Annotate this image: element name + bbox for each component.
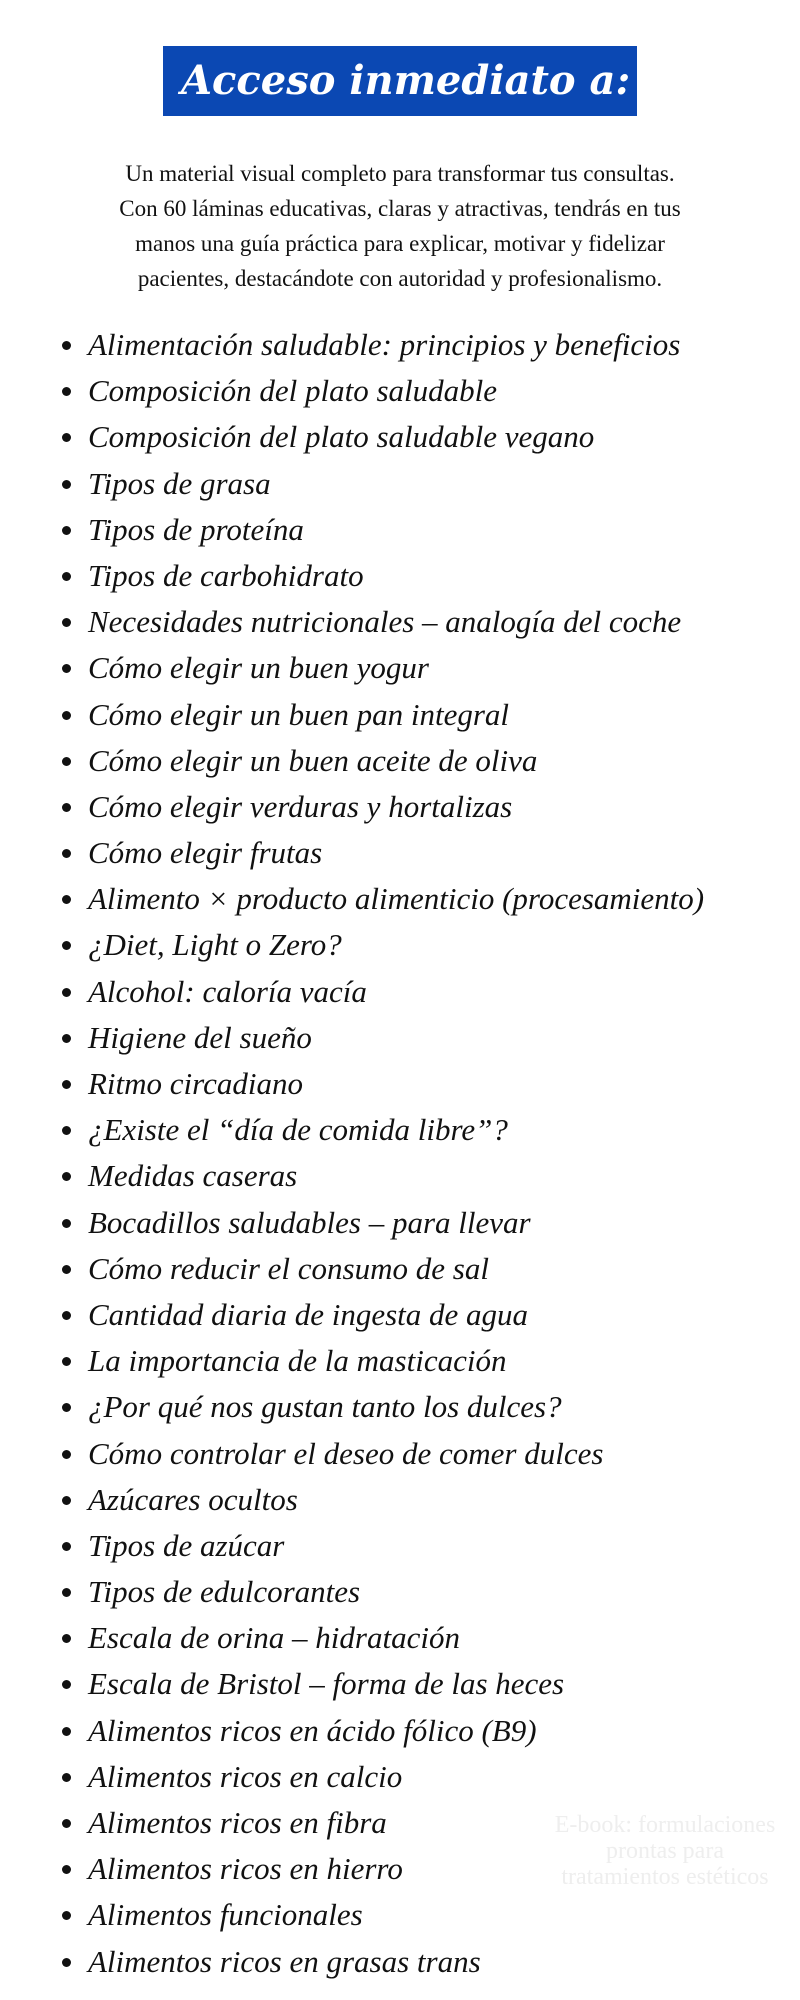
list-item-text: Cómo elegir verduras y hortalizas	[88, 788, 513, 824]
list-item	[56, 507, 704, 553]
list-item-text: Alimentos ricos en ácido fólico (B9)	[88, 1712, 537, 1748]
list-item	[56, 368, 704, 414]
list-item-text: Alimentos ricos en calcio	[88, 1758, 403, 1794]
list-item-text: Necesidades nutricionales – analogía del coche	[88, 604, 682, 640]
list-item	[56, 1292, 704, 1338]
list-item-text: Tipos de azúcar	[88, 1527, 285, 1563]
topic-list	[56, 322, 704, 1985]
list-item	[56, 1569, 704, 1615]
bullet-icon	[62, 1357, 71, 1366]
list-item	[56, 553, 704, 599]
list-item-text: Composición del plato saludable vegano	[88, 419, 595, 455]
list-item-text: Tipos de proteína	[88, 511, 304, 547]
watermark-line: tratamientos estéticos	[561, 1864, 769, 1890]
list-item-text: Cantidad diaria de ingesta de agua	[88, 1296, 529, 1332]
list-item-text: Higiene del sueño	[88, 1019, 312, 1055]
list-item	[56, 1246, 704, 1292]
bullet-icon	[62, 1265, 71, 1274]
intro-line: Con 60 láminas educativas, claras y atractivas, tendrás en tus	[119, 196, 681, 221]
bullet-icon	[62, 1680, 71, 1689]
bullet-icon	[62, 433, 71, 442]
watermark-line: E-book: formulaciones	[554, 1812, 776, 1838]
list-item	[56, 599, 704, 645]
list-item	[56, 830, 704, 876]
list-item	[56, 1615, 704, 1661]
bullet-icon	[62, 572, 71, 581]
list-item-text: Alimentos funcionales	[88, 1897, 363, 1933]
list-item-text: Alimento × producto alimenticio (procesamiento)	[88, 881, 705, 917]
bullet-icon	[62, 1542, 71, 1551]
title-banner	[0, 46, 800, 116]
list-item	[56, 1107, 704, 1153]
list-item	[56, 1153, 704, 1199]
list-item-text: Alcohol: caloría vacía	[88, 973, 367, 1009]
bullet-icon	[62, 1219, 71, 1228]
list-item-text: Alimentos ricos en hierro	[88, 1851, 403, 1887]
list-item	[56, 461, 704, 507]
intro-line: pacientes, destacándote con autoridad y profesionalismo.	[137, 266, 663, 291]
bullet-icon	[62, 711, 71, 720]
bullet-icon	[62, 941, 71, 950]
list-item-text: Tipos de carbohidrato	[88, 557, 364, 593]
list-item-text: Cómo elegir un buen aceite de oliva	[88, 742, 538, 778]
bullet-icon	[62, 1450, 71, 1459]
list-item-text: Medidas caseras	[88, 1158, 298, 1194]
list-item	[56, 1523, 704, 1569]
list-item	[56, 784, 704, 830]
list-item-text: Cómo controlar el deseo de comer dulces	[88, 1435, 604, 1471]
list-item-text: Cómo elegir un buen pan integral	[88, 696, 510, 732]
list-item-text: Bocadillos saludables – para llevar	[88, 1204, 531, 1240]
list-item	[56, 876, 704, 922]
list-item-text: ¿Por qué nos gustan tanto los dulces?	[88, 1389, 562, 1425]
list-item	[56, 322, 704, 368]
list-item	[56, 1431, 704, 1477]
list-item	[56, 645, 704, 691]
page-title: Acceso inmediato a:	[163, 46, 637, 116]
list-item	[56, 414, 704, 460]
list-item	[56, 1892, 704, 1938]
list-item-text: Ritmo circadiano	[88, 1066, 303, 1101]
list-item	[56, 692, 704, 738]
bullet-icon	[62, 618, 71, 627]
list-item-text: Tipos de edulcorantes	[88, 1574, 361, 1610]
bullet-icon	[62, 1634, 71, 1643]
bullet-icon	[62, 1311, 71, 1320]
list-item-text: Cómo elegir frutas	[88, 835, 323, 871]
bullet-icon	[62, 1911, 71, 1920]
bullet-icon	[62, 1126, 71, 1135]
list-item-text: Cómo elegir un buen yogur	[88, 650, 429, 686]
bullet-icon	[62, 849, 71, 858]
watermark	[540, 1812, 790, 1890]
bullet-icon	[62, 1172, 71, 1181]
list-item	[56, 1708, 704, 1754]
bullet-icon	[62, 1588, 71, 1597]
list-item-text: La importancia de la masticación	[88, 1343, 507, 1379]
list-item-text: ¿Existe el “día de comida libre”?	[88, 1112, 508, 1148]
list-item-text: Alimentos ricos en grasas trans	[88, 1943, 481, 1979]
list-item	[56, 969, 704, 1015]
list-item-text: Alimentos ricos en fibra	[88, 1805, 387, 1840]
bullet-icon	[62, 1865, 71, 1874]
list-item	[56, 1939, 704, 1985]
bullet-icon	[62, 1773, 71, 1782]
bullet-icon	[62, 803, 71, 812]
bullet-icon	[62, 1819, 71, 1828]
intro-line: Un material visual completo para transformar tus consultas.	[125, 161, 675, 186]
bullet-icon	[62, 1403, 71, 1412]
bullet-icon	[62, 341, 71, 350]
list-item-text: Alimentación saludable: principios y beneficios	[88, 327, 681, 362]
list-item-text: ¿Diet, Light o Zero?	[88, 927, 342, 963]
bullet-icon	[62, 988, 71, 997]
list-item-text: Escala de orina – hidratación	[88, 1620, 460, 1656]
bullet-icon	[62, 895, 71, 904]
bullet-icon	[62, 1496, 71, 1505]
intro-line: manos una guía práctica para explicar, motivar y fidelizar	[135, 231, 665, 256]
watermark-line: prontas para	[606, 1838, 724, 1864]
list-item-text: Azúcares ocultos	[88, 1481, 298, 1517]
bullet-icon	[62, 1958, 71, 1967]
list-item-text: Tipos de grasa	[88, 465, 271, 501]
list-item-text: Cómo reducir el consumo de sal	[88, 1250, 489, 1286]
list-item-text: Escala de Bristol – forma de las heces	[88, 1666, 565, 1702]
list-item	[56, 922, 704, 968]
list-item	[56, 1200, 704, 1246]
list-item	[56, 1661, 704, 1707]
list-item	[56, 1477, 704, 1523]
bullet-icon	[62, 1080, 71, 1089]
bullet-icon	[62, 757, 71, 766]
bullet-icon	[62, 1034, 71, 1043]
list-item	[56, 1061, 704, 1107]
list-item	[56, 1015, 704, 1061]
bullet-icon	[62, 526, 71, 535]
bullet-icon	[62, 664, 71, 673]
list-item	[56, 1338, 704, 1384]
bullet-icon	[62, 1727, 71, 1736]
list-item-text: Composición del plato saludable	[88, 373, 498, 409]
bullet-icon	[62, 387, 71, 396]
list-item	[56, 1754, 704, 1800]
list-item	[56, 738, 704, 784]
bullet-icon	[62, 480, 71, 489]
list-item	[56, 1384, 704, 1430]
intro-paragraph	[40, 156, 760, 296]
